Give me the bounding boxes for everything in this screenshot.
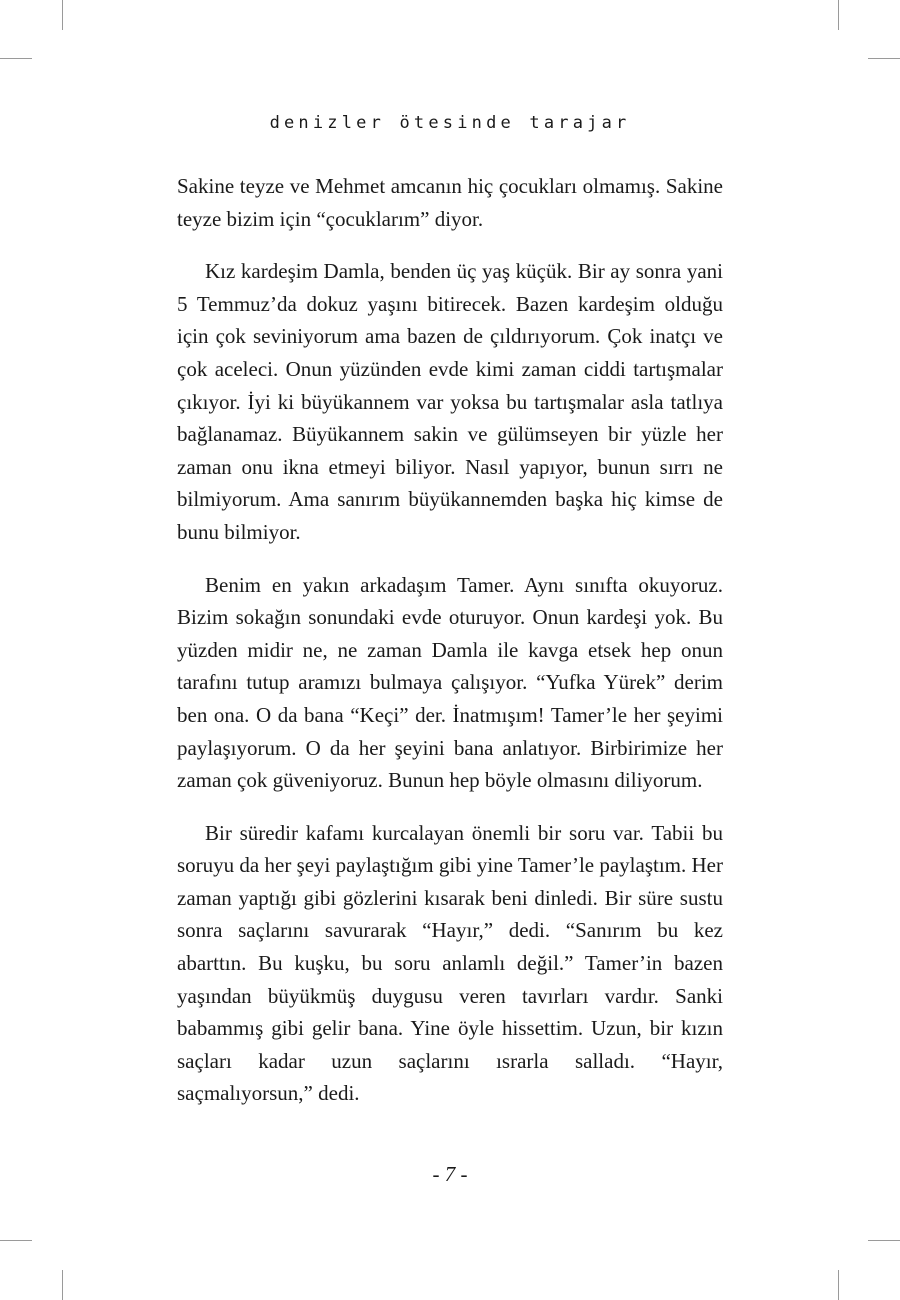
body-text bbox=[177, 170, 723, 1110]
crop-mark-top-right-vertical bbox=[838, 0, 839, 30]
paragraph-1: Sakine teyze ve Mehmet amcanın hiç çocukları olmamış. Sakine teyze bizim için “çocuklarım” diyor. bbox=[177, 174, 723, 231]
crop-mark-bottom-right-horizontal bbox=[868, 1240, 900, 1241]
running-head: denizler ötesinde tarajar bbox=[269, 113, 631, 133]
page-number: - 7 - bbox=[432, 1162, 468, 1186]
crop-mark-top-left-vertical bbox=[62, 0, 63, 30]
crop-mark-bottom-left-vertical bbox=[62, 1270, 63, 1300]
crop-mark-top-left-horizontal bbox=[0, 58, 32, 59]
paragraph-2: Kız kardeşim Damla, benden üç yaş küçük. Bir ay sonra yani 5 Temmuz’da dokuz yaşını bitirecek. Bazen kardeşim olduğu için çok seviniyorum ama bazen de çıldırıyorum. Çok inatçı ve çok aceleci. Onun yüzünden evde kimi zaman ciddi tartışmalar çıkıyor. İyi ki büyükannem var yoksa bu tartışmalar asla tatlıya bağlanamaz. Büyükannem sakin ve gülümseyen bir yüzle her zaman onu ikna etmeyi biliyor. Nasıl yapıyor, bunun sırrı ne bilmiyorum. Ama sanırım büyükannemden başka hiç kimse de bunu bilmiyor. bbox=[177, 259, 723, 544]
paragraph-3: Benim en yakın arkadaşım Tamer. Aynı sınıfta okuyoruz. Bizim sokağın sonundaki evde oturuyor. Onun kardeşi yok. Bu yüzden midir ne, ne zaman Damla ile kavga etsek hep onun tarafını tutup aramızı bulmaya çalışıyor. “Yufka Yürek” derim ben ona. O da bana “Keçi” der. İnatmışım! Tamer’le her şeyimi paylaşıyorum. O da her şeyini bana anlatıyor. Birbirimize her zaman çok güveniyoruz. Bunun hep böyle olmasını diliyorum. bbox=[177, 572, 723, 793]
crop-mark-bottom-left-horizontal bbox=[0, 1240, 32, 1241]
crop-mark-top-right-horizontal bbox=[868, 58, 900, 59]
paragraph-4: Bir süredir kafamı kurcalayan önemli bir soru var. Tabii bu soruyu da her şeyi paylaştığım gibi yine Tamer’le paylaştım. Her zaman yaptığı gibi gözlerini kısarak beni dinledi. Bir süre sustu sonra saçlarını savurarak “Hayır,” dedi. “Sanırım bu kez abarttın. Bu kuşku, bu soru anlamlı değil.” Tamer’in bazen yaşından büyükmüş duygusu veren tavırları vardır. Sanki babammış gibi gelir bana. Yine öyle hissettim. Uzun, bir kızın saçları kadar uzun saçlarını ısrarla salladı. “Hayır, saçmalıyorsun,” dedi. bbox=[177, 820, 723, 1106]
crop-mark-bottom-right-vertical bbox=[838, 1270, 839, 1300]
